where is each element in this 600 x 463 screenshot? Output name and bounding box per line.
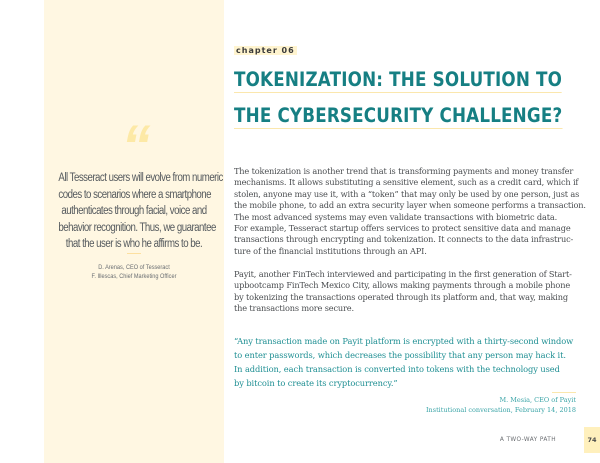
pull-quote-line: by bitcoin to create its cryptocurrency.”	[234, 378, 398, 389]
chapter-label: chapter 06	[236, 46, 295, 55]
sidebar-quote-line: codes to scenarios where a smartphone	[58, 188, 212, 201]
attribution-line: Institutional conversation, February 14, 2018	[425, 405, 576, 414]
paragraph-line: the mobile phone, to add an extra security layer when someone performs a transaction.	[234, 200, 586, 211]
paragraph-line: Payit, another FinTech interviewed and participating in the first generation of Start-	[234, 269, 572, 279]
sidebar-attribution	[58, 263, 211, 281]
title-line: TOKENIZATION: THE SOLUTION TO	[234, 68, 563, 91]
paragraph-line: transactions through encrypting and tokenization. It connects to the data infrastruc-	[234, 234, 574, 245]
paragraph-line: ture of the financial institutions through an API.	[234, 245, 427, 256]
paragraph-line: upbootcamp FinTech Mexico City, allows making payments through a mobile phone	[234, 280, 571, 291]
page-number: 74	[584, 427, 600, 453]
paragraph-line: The tokenization is another trend that is transforming payments and money transfer	[234, 166, 574, 176]
pull-quote-line: to enter passwords, which decreases the possibility that any person may hack it.	[234, 350, 566, 361]
sidebar-quote-line: authenticates through facial, voice and	[61, 205, 207, 218]
sidebar-quote-line: that the user is who he affirms to be.	[65, 238, 203, 251]
page-title	[234, 64, 594, 136]
pull-quote-line: In addition, each transaction is converted into tokens with the technology used	[234, 364, 560, 375]
pull-quote	[234, 334, 596, 390]
sidebar-quote-line: behavior recognition. Thus, we guarantee	[58, 221, 216, 234]
attribution-line: D. Arenas, CEO of Tesseract	[98, 264, 170, 271]
paragraph	[234, 166, 596, 223]
paragraph-line: stolen, anyone may use it, with a “token” that may only be used by one person, just as	[234, 188, 580, 199]
footer-section-label: A TWO-WAY PATH	[499, 437, 556, 443]
quote-mark-icon: “	[121, 114, 147, 179]
paragraph-line: by tokenizing the transactions operated through its platform and, that way, making	[234, 291, 568, 302]
pull-quote-divider	[552, 392, 576, 393]
paragraph-line: the transactions more secure.	[234, 303, 354, 314]
paragraph	[234, 223, 596, 257]
pull-quote-line: “Any transaction made on Payit platform is encrypted with a thirty-second window	[234, 336, 574, 346]
sidebar-divider	[127, 253, 141, 254]
quote-sidebar	[44, 0, 224, 463]
paragraph	[234, 269, 596, 315]
attribution-line: F. Illescas, Chief Marketing Officer	[91, 273, 177, 280]
sidebar-quote-line: All Tesseract users will evolve from numeric	[58, 172, 223, 184]
pull-quote-attribution	[426, 396, 576, 415]
paragraph-line: mechanisms. It allows substituting a sensitive element, such as a credit card, which if	[234, 177, 579, 188]
sidebar-quote	[58, 170, 223, 253]
attribution-line: M. Mesia, CEO of Payit	[499, 396, 576, 404]
paragraph-line: The most advanced systems may even validate transactions with biometric data.	[234, 211, 558, 222]
paragraph-line: For example, Tesseract startup offers services to protect sensitive data and manage	[234, 223, 571, 233]
title-line: THE CYBERSECURITY CHALLENGE?	[234, 104, 563, 127]
